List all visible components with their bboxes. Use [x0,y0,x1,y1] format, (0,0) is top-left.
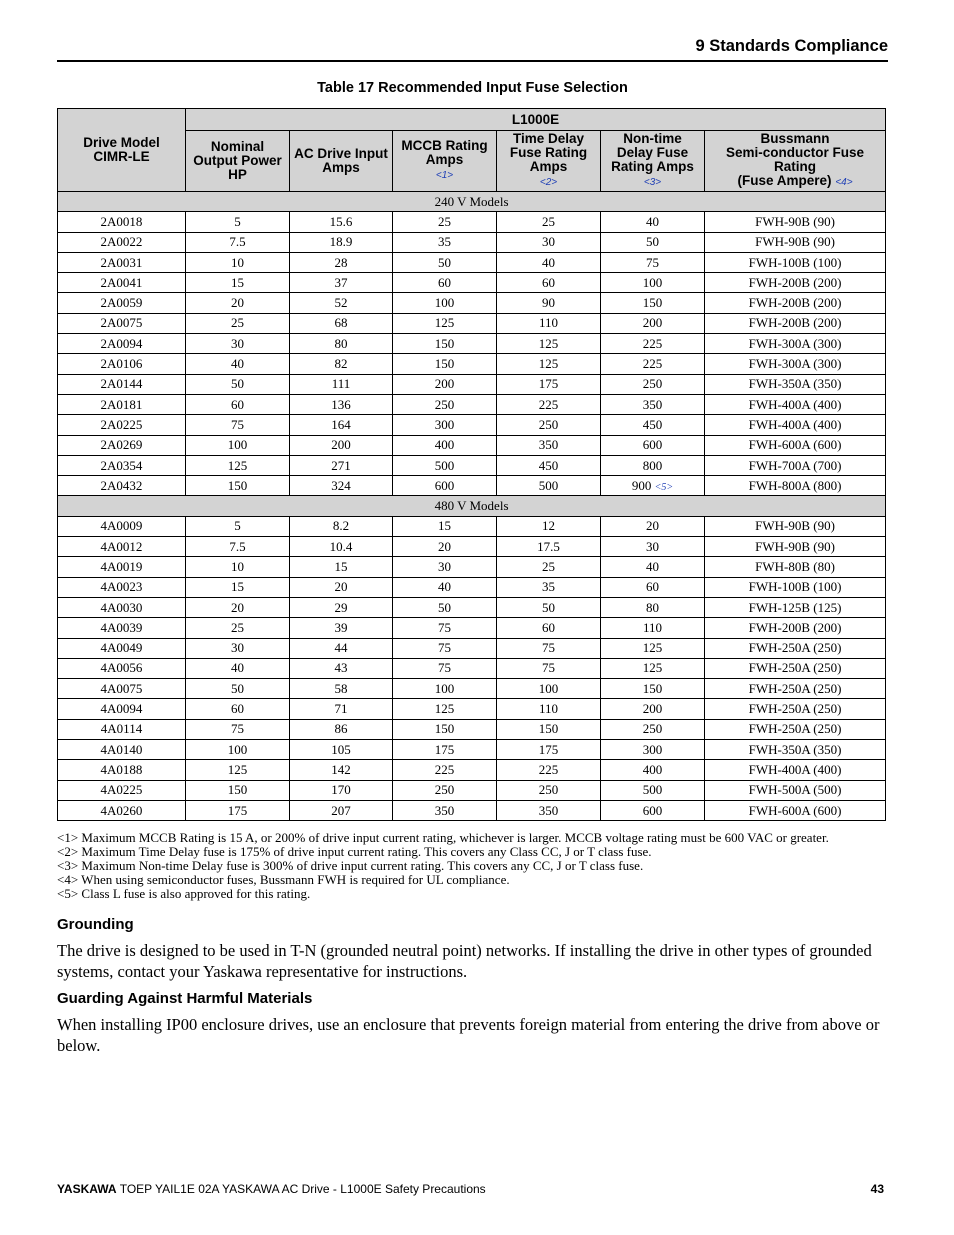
table-cell: 15 [186,577,290,597]
table-cell: 225 [601,334,705,354]
table-row [58,740,886,760]
table-cell: FWH-400A (400) [705,760,886,780]
table-cell: FWH-250A (250) [705,638,886,658]
table-cell: 25 [497,557,601,577]
table-cell: 28 [290,252,393,272]
table-cell: 18.9 [290,232,393,252]
table-cell: 60 [497,273,601,293]
table-cell: 150 [601,293,705,313]
table-cell: 75 [393,618,497,638]
table-row [58,699,886,719]
table-row [58,232,886,252]
table-cell: 350 [393,800,497,820]
table-cell: 900 <5> [601,476,705,496]
table-cell: 600 [393,476,497,496]
table-cell: 35 [497,577,601,597]
col-header-non-time-delay: Non-time Delay Fuse Rating Amps <3> [601,131,705,192]
table-cell: 2A0022 [58,232,186,252]
table-cell: 2A0432 [58,476,186,496]
footnote: <1> Maximum MCCB Rating is 15 A, or 200% of drive input current rating, whichever is larger. MCCB voltage rating must be 600 VAC or greater. [57,830,829,845]
table-cell: 4A0049 [58,638,186,658]
table-cell: FWH-350A (350) [705,740,886,760]
table-cell: 400 [393,435,497,455]
table-cell: 136 [290,394,393,414]
table-cell: 100 [186,740,290,760]
table-cell: FWH-200B (200) [705,273,886,293]
table-cell: 271 [290,455,393,475]
table-cell: 4A0056 [58,658,186,678]
table-caption: Table 17 Recommended Input Fuse Selection [317,80,628,96]
table-cell: 110 [497,699,601,719]
table-cell: FWH-250A (250) [705,679,886,699]
table-cell: 4A0019 [58,557,186,577]
table-cell: 90 [497,293,601,313]
table-row [58,658,886,678]
table-cell: 150 [393,334,497,354]
table-cell: 150 [186,780,290,800]
table-row [58,394,886,414]
table-row [58,273,886,293]
table-cell: 350 [497,800,601,820]
col-header-model: Drive Model CIMR-LE [58,109,186,192]
table-cell: 2A0031 [58,252,186,272]
table-cell: 110 [497,313,601,333]
table-row [58,313,886,333]
footnote-ref-4[interactable]: <4> [835,177,853,188]
table-cell: 450 [497,455,601,475]
table-row [58,415,886,435]
table-cell: 75 [186,415,290,435]
table-cell: 29 [290,597,393,617]
table-cell: 150 [186,476,290,496]
table-cell: 225 [497,394,601,414]
table-cell: 2A0225 [58,415,186,435]
table-cell: FWH-700A (700) [705,455,886,475]
table-cell: 400 [601,760,705,780]
table-row [58,435,886,455]
table-cell: 150 [393,719,497,739]
col-header-time-delay: Time Delay Fuse Rating Amps <2> [497,131,601,192]
table-cell: 250 [393,780,497,800]
table-cell: 50 [497,597,601,617]
table-cell: 142 [290,760,393,780]
group-title: 240 V Models [58,192,886,212]
table-cell: 40 [186,658,290,678]
col-header-mccb: MCCB Rating Amps <1> [393,131,497,192]
table-cell: 40 [497,252,601,272]
table-cell: 2A0075 [58,313,186,333]
table-cell: 125 [393,313,497,333]
table-cell: 150 [393,354,497,374]
table-row [58,597,886,617]
table-cell: 15 [186,273,290,293]
table-cell: 44 [290,638,393,658]
table-cell: FWH-250A (250) [705,658,886,678]
table-cell: 10 [186,557,290,577]
table-cell: 250 [601,719,705,739]
table-row [58,537,886,557]
table-row [58,679,886,699]
table-cell: 60 [186,699,290,719]
table-cell: 500 [497,476,601,496]
table-cell: FWH-100B (100) [705,252,886,272]
table-cell: 25 [186,618,290,638]
table-cell: 12 [497,516,601,536]
table-cell: 50 [393,252,497,272]
footer-doc-info [57,1182,486,1196]
table-cell: 40 [186,354,290,374]
table-cell: 8.2 [290,516,393,536]
table-cell: 300 [393,415,497,435]
table-row [58,780,886,800]
table-cell: 20 [393,537,497,557]
table-cell: 500 [393,455,497,475]
table-row [58,455,886,475]
table-cell: 25 [393,212,497,232]
table-cell: 75 [393,638,497,658]
table-cell: 350 [497,435,601,455]
table-cell: 111 [290,374,393,394]
table-cell: 300 [601,740,705,760]
footer-brand: YASKAWA [57,1182,117,1196]
table-cell: 450 [601,415,705,435]
table-cell: 600 [601,435,705,455]
table-cell: 25 [497,212,601,232]
table-cell: FWH-90B (90) [705,232,886,252]
table-cell: FWH-250A (250) [705,699,886,719]
table-row [58,354,886,374]
table-body [58,192,886,821]
page-number: 43 [870,1182,884,1196]
footnote: <5> Class L fuse is also approved for this rating. [57,886,311,901]
table-cell: 4A0012 [58,537,186,557]
table-row [58,760,886,780]
table-cell: 30 [497,232,601,252]
table-cell: FWH-600A (600) [705,800,886,820]
table-cell: 30 [393,557,497,577]
table-cell: 4A0140 [58,740,186,760]
table-cell: 500 [601,780,705,800]
table-cell: 30 [601,537,705,557]
table-row [58,577,886,597]
table-cell: 40 [393,577,497,597]
table-cell: FWH-250A (250) [705,719,886,739]
table-cell: 7.5 [186,232,290,252]
table-cell: 4A0094 [58,699,186,719]
table-cell: 43 [290,658,393,678]
table-cell: 175 [186,800,290,820]
table-cell: 60 [186,394,290,414]
table-cell: 7.5 [186,537,290,557]
table-cell: 2A0181 [58,394,186,414]
table-cell: 4A0188 [58,760,186,780]
table-cell: FWH-400A (400) [705,394,886,414]
table-cell: 164 [290,415,393,435]
table-cell: 2A0059 [58,293,186,313]
table-cell: 125 [393,699,497,719]
table-cell: 4A0075 [58,679,186,699]
table-cell: 50 [601,232,705,252]
guarding-paragraph: When installing IP00 enclosure drives, use an enclosure that prevents foreign material from entering the drive from above or below. [57,1015,880,1055]
table-cell: 50 [393,597,497,617]
table-cell: 60 [497,618,601,638]
grounding-heading: Grounding [57,916,134,933]
footer-doc-title: TOEP YAIL1E 02A YASKAWA AC Drive - L1000E Safety Precautions [119,1182,486,1196]
table-cell: 71 [290,699,393,719]
table-row [58,252,886,272]
table-cell: 225 [497,760,601,780]
footnote: <2> Maximum Time Delay fuse is 175% of drive input current rating. This covers any Class CC, J or T class fuse. [57,844,652,859]
col-header-hp: Nominal Output Power HP [186,131,290,192]
table-cell: 52 [290,293,393,313]
table-cell: 2A0354 [58,455,186,475]
table-cell: 39 [290,618,393,638]
table-cell: 4A0260 [58,800,186,820]
table-cell: 50 [186,374,290,394]
table-cell: 82 [290,354,393,374]
table-cell: 4A0114 [58,719,186,739]
table-cell: 175 [393,740,497,760]
table-cell: 225 [601,354,705,374]
footnote-ref-5[interactable]: <5> [654,481,674,493]
table-cell: 15 [393,516,497,536]
table-cell: 2A0094 [58,334,186,354]
table-cell: FWH-600A (600) [705,435,886,455]
table-cell: 15.6 [290,212,393,232]
table-cell: 150 [601,679,705,699]
table-row [58,719,886,739]
table-cell: 207 [290,800,393,820]
table-row [58,557,886,577]
table-row [58,212,886,232]
table-cell: 10.4 [290,537,393,557]
table-row [58,618,886,638]
col-header-input-amps: AC Drive Input Amps [290,131,393,192]
table-cell: FWH-90B (90) [705,537,886,557]
table-cell: 20 [601,516,705,536]
table-cell: 2A0018 [58,212,186,232]
grounding-paragraph: The drive is designed to be used in T-N (grounded neutral point) networks. If installing the drive in other types of grounded systems, contact your Yaskawa representative for instructions. [57,941,872,981]
footnote-ref-2[interactable]: <2> [539,177,558,188]
table-cell: 75 [497,658,601,678]
table-cell: 20 [186,597,290,617]
table-cell: 125 [601,638,705,658]
table-cell: 2A0269 [58,435,186,455]
table-cell: FWH-90B (90) [705,212,886,232]
table-cell: 200 [601,313,705,333]
footnote: <3> Maximum Non-time Delay fuse is 300% of drive input current rating. This covers any CC, J or T class fuse. [57,858,644,873]
footnotes [57,831,829,901]
table-cell: 75 [393,658,497,678]
table-row [58,293,886,313]
table-cell: FWH-350A (350) [705,374,886,394]
group-row [58,192,886,212]
table-cell: 60 [393,273,497,293]
table-cell: 200 [601,699,705,719]
fuse-selection-table [57,108,886,821]
table-cell: FWH-200B (200) [705,618,886,638]
table-cell: 200 [393,374,497,394]
table-cell: FWH-800A (800) [705,476,886,496]
table-cell: FWH-500A (500) [705,780,886,800]
table-cell: 600 [601,800,705,820]
table-cell: 4A0039 [58,618,186,638]
table-cell: 125 [497,334,601,354]
table-cell: 40 [601,212,705,232]
table-cell: 100 [393,679,497,699]
table-row [58,516,886,536]
table-cell: 250 [497,415,601,435]
col-header-bussmann: Bussmann Semi-conductor Fuse Rating (Fuse Ampere) <4> [705,131,886,192]
table-row [58,638,886,658]
table-row [58,374,886,394]
header-rule [57,60,888,62]
table-cell: 2A0106 [58,354,186,374]
table-cell: 2A0041 [58,273,186,293]
table-cell: 250 [393,394,497,414]
table-cell: 125 [497,354,601,374]
table-cell: FWH-300A (300) [705,354,886,374]
table-cell: 2A0144 [58,374,186,394]
table-cell: 225 [393,760,497,780]
table-cell: 250 [497,780,601,800]
table-cell: 15 [290,557,393,577]
table-cell: 100 [393,293,497,313]
table-cell: FWH-125B (125) [705,597,886,617]
table-cell: 30 [186,334,290,354]
table-cell: 125 [601,658,705,678]
table-cell: 110 [601,618,705,638]
footnote-ref-1[interactable]: <1> [435,170,454,181]
table-cell: 80 [601,597,705,617]
table-cell: 100 [186,435,290,455]
table-cell: 20 [186,293,290,313]
guarding-heading: Guarding Against Harmful Materials [57,990,313,1007]
table-cell: 68 [290,313,393,333]
table-cell: FWH-90B (90) [705,516,886,536]
table-cell: 125 [186,455,290,475]
footnote-ref-3[interactable]: <3> [643,177,662,188]
table-cell: 17.5 [497,537,601,557]
table-cell: 60 [601,577,705,597]
table-cell: FWH-400A (400) [705,415,886,435]
table-cell: 324 [290,476,393,496]
table-cell: 170 [290,780,393,800]
table-cell: 50 [186,679,290,699]
table-cell: 150 [497,719,601,739]
table-cell: 75 [601,252,705,272]
table-cell: 75 [186,719,290,739]
col-group-header: L1000E [186,109,886,131]
table-cell: 175 [497,740,601,760]
table-cell: 25 [186,313,290,333]
table-cell: FWH-200B (200) [705,293,886,313]
table-cell: 4A0225 [58,780,186,800]
table-cell: 20 [290,577,393,597]
table-cell: 80 [290,334,393,354]
table-cell: FWH-100B (100) [705,577,886,597]
table-cell: 125 [186,760,290,780]
table-cell: 75 [497,638,601,658]
group-title: 480 V Models [58,496,886,516]
table-cell: FWH-80B (80) [705,557,886,577]
table-cell: 40 [601,557,705,577]
table-cell: 105 [290,740,393,760]
table-cell: 350 [601,394,705,414]
table-cell: 5 [186,516,290,536]
table-cell: 4A0009 [58,516,186,536]
table-row [58,800,886,820]
table-cell: 35 [393,232,497,252]
table-cell: 200 [290,435,393,455]
table-cell: 100 [601,273,705,293]
table-cell: 4A0030 [58,597,186,617]
group-row [58,496,886,516]
table-cell: 800 [601,455,705,475]
section-header: 9 Standards Compliance [695,37,888,55]
table-cell: 100 [497,679,601,699]
table-cell: 30 [186,638,290,658]
table-cell: 10 [186,252,290,272]
table-cell: 175 [497,374,601,394]
table-row [58,334,886,354]
table-cell: FWH-300A (300) [705,334,886,354]
table-cell: 58 [290,679,393,699]
table-cell: 86 [290,719,393,739]
table-row [58,476,886,496]
table-cell: 4A0023 [58,577,186,597]
table-cell: 5 [186,212,290,232]
table-cell: 250 [601,374,705,394]
table-cell: 37 [290,273,393,293]
table-cell: FWH-200B (200) [705,313,886,333]
footnote: <4> When using semiconductor fuses, Bussmann FWH is required for UL compliance. [57,872,510,887]
